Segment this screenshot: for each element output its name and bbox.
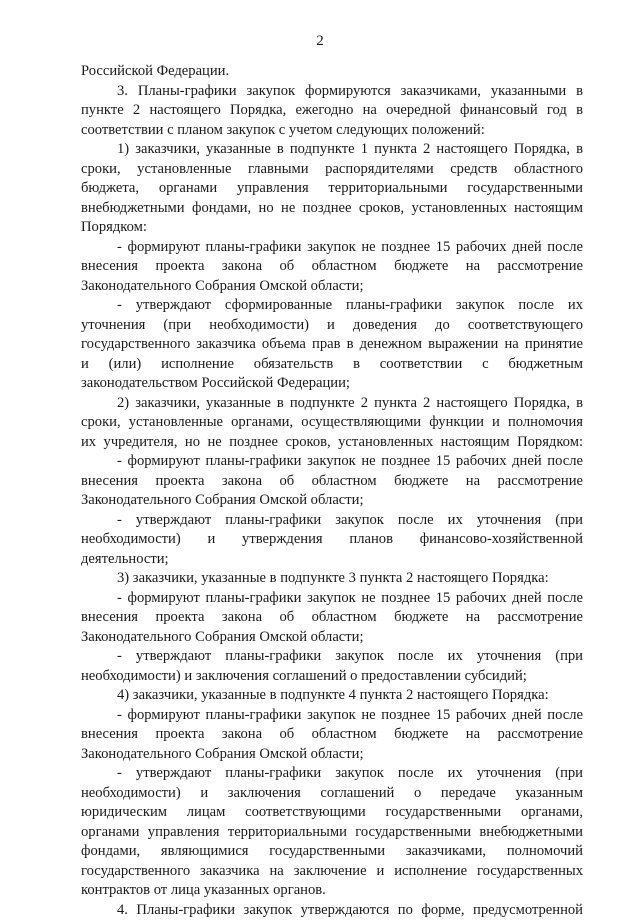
text-line: уточнения (при необходимости) и доведения до соответствующего [81, 316, 583, 336]
document-body [81, 62, 583, 920]
text-line: внесения проекта закона об областном бюджете на рассмотрение [81, 725, 583, 745]
text-line: фондами, являющимися государственными заказчиками, полномочий [81, 842, 583, 862]
text-line: внебюджетными фондами, но не позднее сроков, установленных настоящим [81, 199, 583, 219]
text-line: Законодательного Собрания Омской области; [81, 277, 583, 297]
text-line: - утверждают сформированные планы-графики закупок после их [81, 296, 583, 316]
text-line: - формируют планы-графики закупок не позднее 15 рабочих дней после [81, 706, 583, 726]
text-line: Законодательного Собрания Омской области; [81, 745, 583, 765]
text-line: - утверждают планы-графики закупок после их уточнения (при [81, 647, 583, 667]
text-line: Законодательного Собрания Омской области; [81, 628, 583, 648]
text-line: 4) заказчики, указанные в подпункте 4 пункта 2 настоящего Порядка: [81, 686, 583, 706]
text-line: и (или) исполнение обязательств в соответствии с бюджетным [81, 355, 583, 375]
text-line: - утверждают планы-графики закупок после их уточнения (при [81, 764, 583, 784]
text-line: - утверждают планы-графики закупок после их уточнения (при [81, 511, 583, 531]
text-line: - формируют планы-графики закупок не позднее 15 рабочих дней после [81, 238, 583, 258]
text-line: необходимости) и заключения соглашений о передаче указанным [81, 784, 583, 804]
text-line: законодательством Российской Федерации; [81, 374, 583, 394]
text-line: соответствии с планом закупок с учетом следующих положений: [81, 121, 583, 141]
text-line: 4. Планы-графики закупок утверждаются по форме, предусмотренной [81, 901, 583, 920]
text-line: 3) заказчики, указанные в подпункте 3 пункта 2 настоящего Порядка: [81, 569, 583, 589]
text-line: юридическим лицам соответствующими государственными органами, [81, 803, 583, 823]
text-line: их учредителя, но не позднее сроков, установленных настоящим Порядком: [81, 433, 583, 453]
text-line: Порядком: [81, 218, 583, 238]
text-line: бюджета, органами управления территориальными государственными [81, 179, 583, 199]
text-line: сроки, установленные органами, осуществляющими функции и полномочия [81, 413, 583, 433]
text-line: - формируют планы-графики закупок не позднее 15 рабочих дней после [81, 452, 583, 472]
text-line: органами управления территориальными государственными внебюджетными [81, 823, 583, 843]
text-line: необходимости) и утверждения планов финансово-хозяйственной [81, 530, 583, 550]
text-line: - формируют планы-графики закупок не позднее 15 рабочих дней после [81, 589, 583, 609]
page-number: 2 [0, 32, 640, 50]
text-line: 3. Планы-графики закупок формируются заказчиками, указанными в [81, 82, 583, 102]
text-line: Российской Федерации. [81, 62, 583, 82]
text-line: государственного заказчика объема прав в денежном выражении на принятие [81, 335, 583, 355]
text-line: необходимости) и заключения соглашений о предоставлении субсидий; [81, 667, 583, 687]
text-line: 1) заказчики, указанные в подпункте 1 пункта 2 настоящего Порядка, в [81, 140, 583, 160]
text-line: деятельности; [81, 550, 583, 570]
text-line: Законодательного Собрания Омской области; [81, 491, 583, 511]
text-line: пункте 2 настоящего Порядка, ежегодно на очередной финансовый год в [81, 101, 583, 121]
text-line: внесения проекта закона об областном бюджете на рассмотрение [81, 472, 583, 492]
text-line: государственного заказчика на заключение и исполнение государственных [81, 862, 583, 882]
text-line: сроки, установленные главными распорядителями средств областного [81, 160, 583, 180]
text-line: контрактов от лица указанных органов. [81, 881, 583, 901]
text-line: внесения проекта закона об областном бюджете на рассмотрение [81, 608, 583, 628]
text-line: 2) заказчики, указанные в подпункте 2 пункта 2 настоящего Порядка, в [81, 394, 583, 414]
text-line: внесения проекта закона об областном бюджете на рассмотрение [81, 257, 583, 277]
